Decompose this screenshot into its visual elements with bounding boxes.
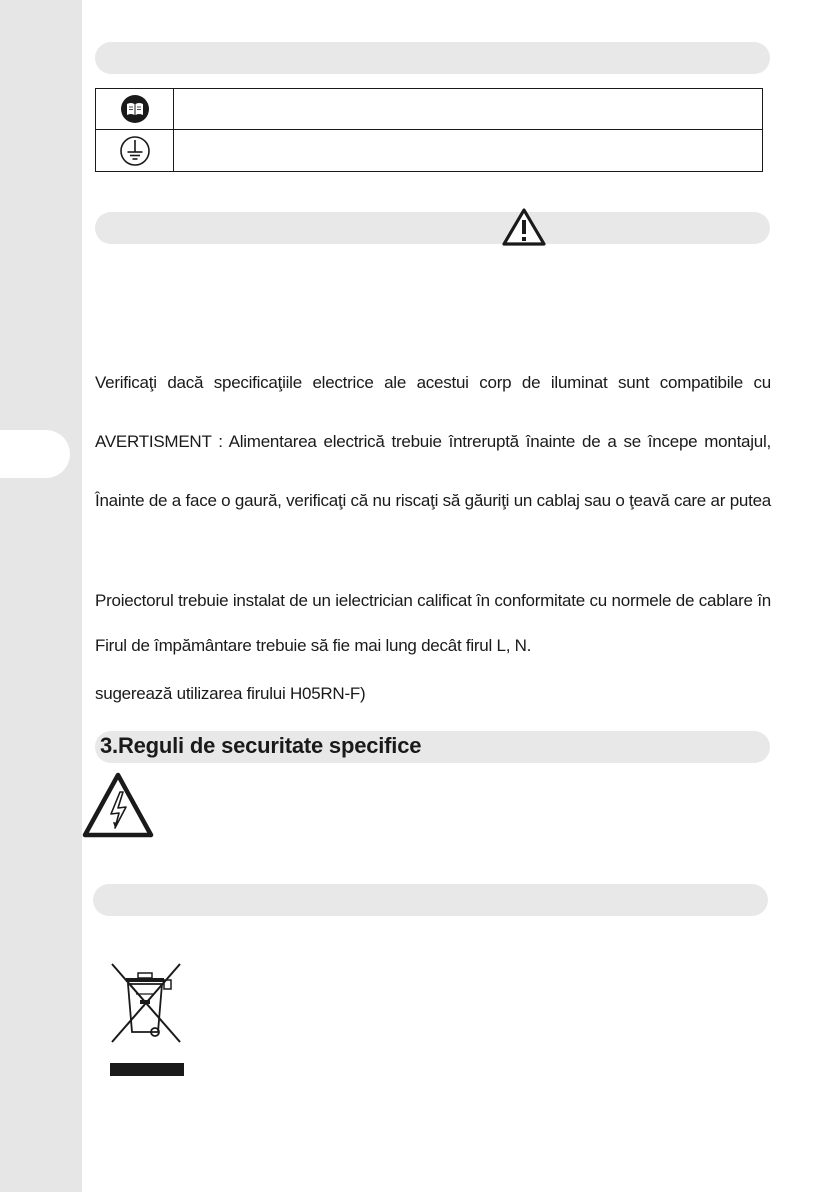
electric-hazard-icon	[82, 772, 154, 838]
safety-paragraph: Firul de împământare trebuie să fie mai lung decât firul L, N.	[95, 636, 532, 655]
symbols-table-row	[96, 89, 762, 130]
symbols-table-row	[96, 130, 762, 171]
symbols-table	[95, 88, 763, 172]
symbols-table-icon-cell	[96, 89, 174, 129]
section-header-bar-symbols	[95, 42, 770, 74]
section-header-bar-specific-safety	[95, 731, 770, 763]
section-header-bar-general-safety	[95, 212, 770, 244]
safety-paragraph: Proiectorul trebuie instalat de un ielectrician calificat în conformitate cu normele de cablare în	[95, 591, 771, 610]
section-header-bar-disposal	[93, 884, 768, 916]
side-strip	[0, 0, 82, 1192]
crossed-out-bin-icon	[106, 960, 186, 1078]
read-instructions-icon	[120, 94, 150, 124]
section-title: 3.Reguli de securitate specifice	[100, 733, 422, 758]
safety-paragraph: Înainte de a face o gaură, verificaţi că nu riscaţi să găuriţi un cablaj sau o ţeavă care ar putea	[95, 491, 771, 510]
safety-paragraph: AVERTISMENT : Alimentarea electrică trebuie întreruptă înainte de a se începe montajul,	[95, 432, 771, 451]
symbols-table-icon-cell	[96, 130, 174, 171]
side-tab	[0, 430, 70, 478]
warning-triangle-icon	[502, 208, 546, 246]
earth-ground-icon	[119, 135, 151, 167]
safety-paragraph: Verificaţi dacă specificaţiile electrice ale acestui corp de iluminat sunt compatibile cu	[95, 373, 771, 392]
safety-paragraph: sugerează utilizarea firului H05RN-F)	[95, 684, 366, 703]
